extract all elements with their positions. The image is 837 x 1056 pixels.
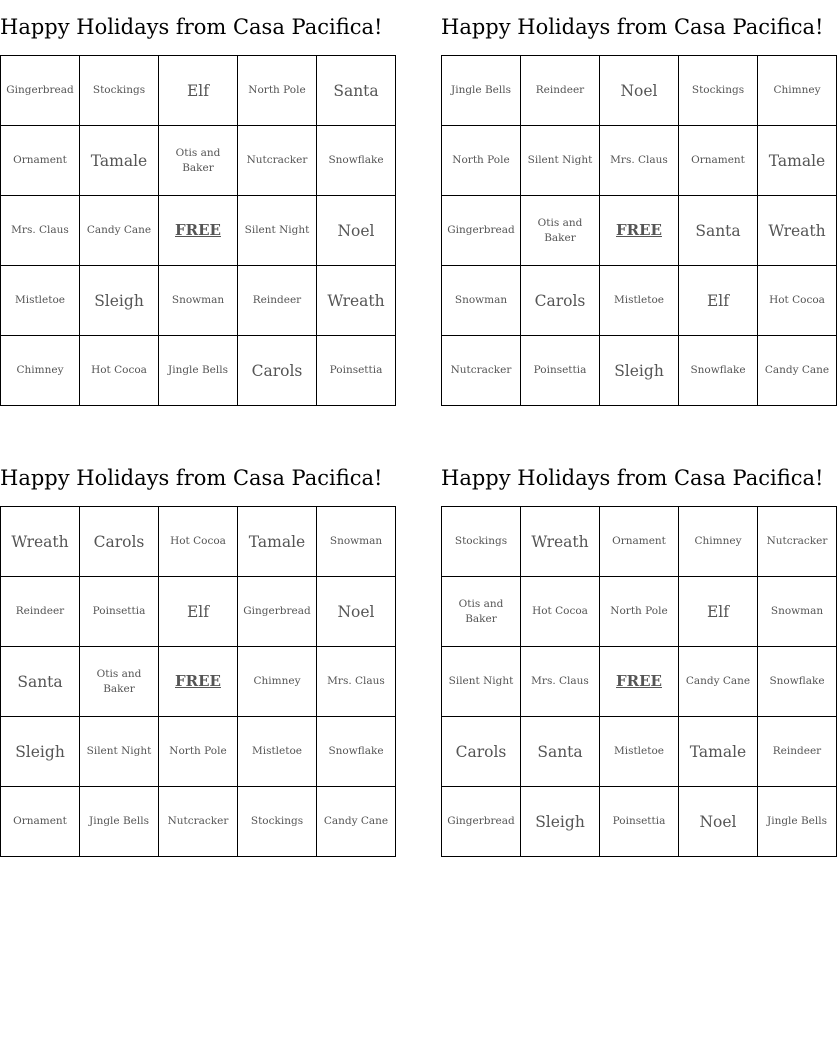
bingo-cell: Tamale [679, 717, 758, 787]
bingo-cell: Jingle Bells [442, 56, 521, 126]
bingo-cell: Candy Cane [317, 787, 396, 857]
bingo-row [1, 266, 396, 336]
bingo-cell: Otis and Baker [442, 577, 521, 647]
bingo-cell: Silent Night [80, 717, 159, 787]
bingo-cell: Gingerbread [238, 577, 317, 647]
bingo-cell: Chimney [1, 336, 80, 406]
bingo-cell: Snowman [758, 577, 837, 647]
bingo-row [1, 507, 396, 577]
bingo-cell: Snowflake [317, 717, 396, 787]
bingo-row [442, 577, 837, 647]
card-title: Happy Holidays from Casa Pacifica! [441, 15, 824, 39]
bingo-row [442, 56, 837, 126]
bingo-row [1, 647, 396, 717]
bingo-cell: Mrs. Claus [521, 647, 600, 717]
bingo-cell: Stockings [679, 56, 758, 126]
bingo-row [1, 577, 396, 647]
bingo-cell: Mistletoe [600, 266, 679, 336]
bingo-cell: Wreath [758, 196, 837, 266]
card-title: Happy Holidays from Casa Pacifica! [0, 466, 383, 490]
bingo-cell: Carols [238, 336, 317, 406]
bingo-row [1, 196, 396, 266]
bingo-grid [0, 506, 396, 857]
bingo-cell: Mrs. Claus [317, 647, 396, 717]
bingo-cell: Mrs. Claus [600, 126, 679, 196]
bingo-cell: Ornament [600, 507, 679, 577]
bingo-cell: Reindeer [1, 577, 80, 647]
bingo-cell: Stockings [238, 787, 317, 857]
bingo-cell: Poinsettia [317, 336, 396, 406]
bingo-cell: North Pole [442, 126, 521, 196]
bingo-cell: Hot Cocoa [80, 336, 159, 406]
bingo-cell: North Pole [238, 56, 317, 126]
bingo-cell: Stockings [442, 507, 521, 577]
bingo-cell: Mrs. Claus [1, 196, 80, 266]
bingo-cell: Chimney [679, 507, 758, 577]
bingo-cell: Carols [521, 266, 600, 336]
bingo-cell: Carols [80, 507, 159, 577]
bingo-cell: Noel [317, 196, 396, 266]
bingo-row [1, 336, 396, 406]
bingo-cell: Noel [679, 787, 758, 857]
free-space: FREE [159, 196, 238, 266]
bingo-cell: Mistletoe [238, 717, 317, 787]
bingo-cell: Santa [679, 196, 758, 266]
bingo-cell: Tamale [758, 126, 837, 196]
bingo-cell: Otis and Baker [159, 126, 238, 196]
bingo-cell: Noel [317, 577, 396, 647]
bingo-cell: Otis and Baker [521, 196, 600, 266]
bingo-cell: Elf [679, 577, 758, 647]
bingo-cell: Nutcracker [758, 507, 837, 577]
bingo-cell: North Pole [159, 717, 238, 787]
bingo-cell: Candy Cane [758, 336, 837, 406]
bingo-cell: Jingle Bells [159, 336, 238, 406]
bingo-cell: Santa [1, 647, 80, 717]
bingo-cell: Silent Night [442, 647, 521, 717]
bingo-cell: Wreath [1, 507, 80, 577]
bingo-cell: Chimney [238, 647, 317, 717]
bingo-grid [441, 55, 837, 406]
bingo-cell: Stockings [80, 56, 159, 126]
bingo-cell: Ornament [1, 126, 80, 196]
bingo-cell: Carols [442, 717, 521, 787]
bingo-cell: Hot Cocoa [758, 266, 837, 336]
bingo-cell: Poinsettia [600, 787, 679, 857]
bingo-cell: Hot Cocoa [521, 577, 600, 647]
bingo-cell: Reindeer [521, 56, 600, 126]
bingo-cell: Nutcracker [238, 126, 317, 196]
bingo-row [442, 507, 837, 577]
bingo-cell: Mistletoe [600, 717, 679, 787]
bingo-row [442, 717, 837, 787]
bingo-cell: North Pole [600, 577, 679, 647]
bingo-cell: Mistletoe [1, 266, 80, 336]
bingo-cell: Otis and Baker [80, 647, 159, 717]
bingo-row [442, 126, 837, 196]
bingo-cell: Snowman [159, 266, 238, 336]
bingo-cell: Jingle Bells [758, 787, 837, 857]
bingo-row [442, 647, 837, 717]
bingo-cell: Snowman [442, 266, 521, 336]
bingo-cell: Tamale [238, 507, 317, 577]
bingo-row [1, 717, 396, 787]
bingo-cell: Sleigh [80, 266, 159, 336]
bingo-cell: Elf [159, 56, 238, 126]
bingo-row [442, 266, 837, 336]
bingo-cell: Snowflake [758, 647, 837, 717]
bingo-cell: Candy Cane [679, 647, 758, 717]
bingo-cell: Gingerbread [442, 196, 521, 266]
bingo-cell: Reindeer [758, 717, 837, 787]
bingo-cell: Jingle Bells [80, 787, 159, 857]
bingo-cell: Noel [600, 56, 679, 126]
bingo-grid [0, 55, 396, 406]
bingo-cell: Gingerbread [442, 787, 521, 857]
bingo-row [1, 56, 396, 126]
bingo-cell: Snowflake [679, 336, 758, 406]
bingo-cell: Ornament [679, 126, 758, 196]
bingo-row [1, 126, 396, 196]
bingo-cell: Sleigh [521, 787, 600, 857]
bingo-cell: Elf [159, 577, 238, 647]
card-title: Happy Holidays from Casa Pacifica! [441, 466, 824, 490]
free-space: FREE [600, 196, 679, 266]
bingo-row [442, 336, 837, 406]
bingo-cell: Poinsettia [521, 336, 600, 406]
bingo-cell: Santa [317, 56, 396, 126]
bingo-cell: Nutcracker [159, 787, 238, 857]
bingo-cell: Candy Cane [80, 196, 159, 266]
bingo-row [442, 787, 837, 857]
bingo-cell: Ornament [1, 787, 80, 857]
bingo-cell: Silent Night [521, 126, 600, 196]
bingo-cell: Nutcracker [442, 336, 521, 406]
bingo-cell: Poinsettia [80, 577, 159, 647]
bingo-row [1, 787, 396, 857]
bingo-cell: Snowman [317, 507, 396, 577]
bingo-cell: Sleigh [600, 336, 679, 406]
card-title: Happy Holidays from Casa Pacifica! [0, 15, 383, 39]
bingo-cell: Gingerbread [1, 56, 80, 126]
bingo-cell: Elf [679, 266, 758, 336]
bingo-row [442, 196, 837, 266]
bingo-cell: Tamale [80, 126, 159, 196]
bingo-cell: Snowflake [317, 126, 396, 196]
bingo-grid [441, 506, 837, 857]
bingo-cell: Chimney [758, 56, 837, 126]
bingo-cell: Sleigh [1, 717, 80, 787]
free-space: FREE [600, 647, 679, 717]
free-space: FREE [159, 647, 238, 717]
bingo-cell: Reindeer [238, 266, 317, 336]
bingo-cell: Silent Night [238, 196, 317, 266]
bingo-cell: Santa [521, 717, 600, 787]
bingo-cell: Hot Cocoa [159, 507, 238, 577]
bingo-cell: Wreath [521, 507, 600, 577]
bingo-cell: Wreath [317, 266, 396, 336]
